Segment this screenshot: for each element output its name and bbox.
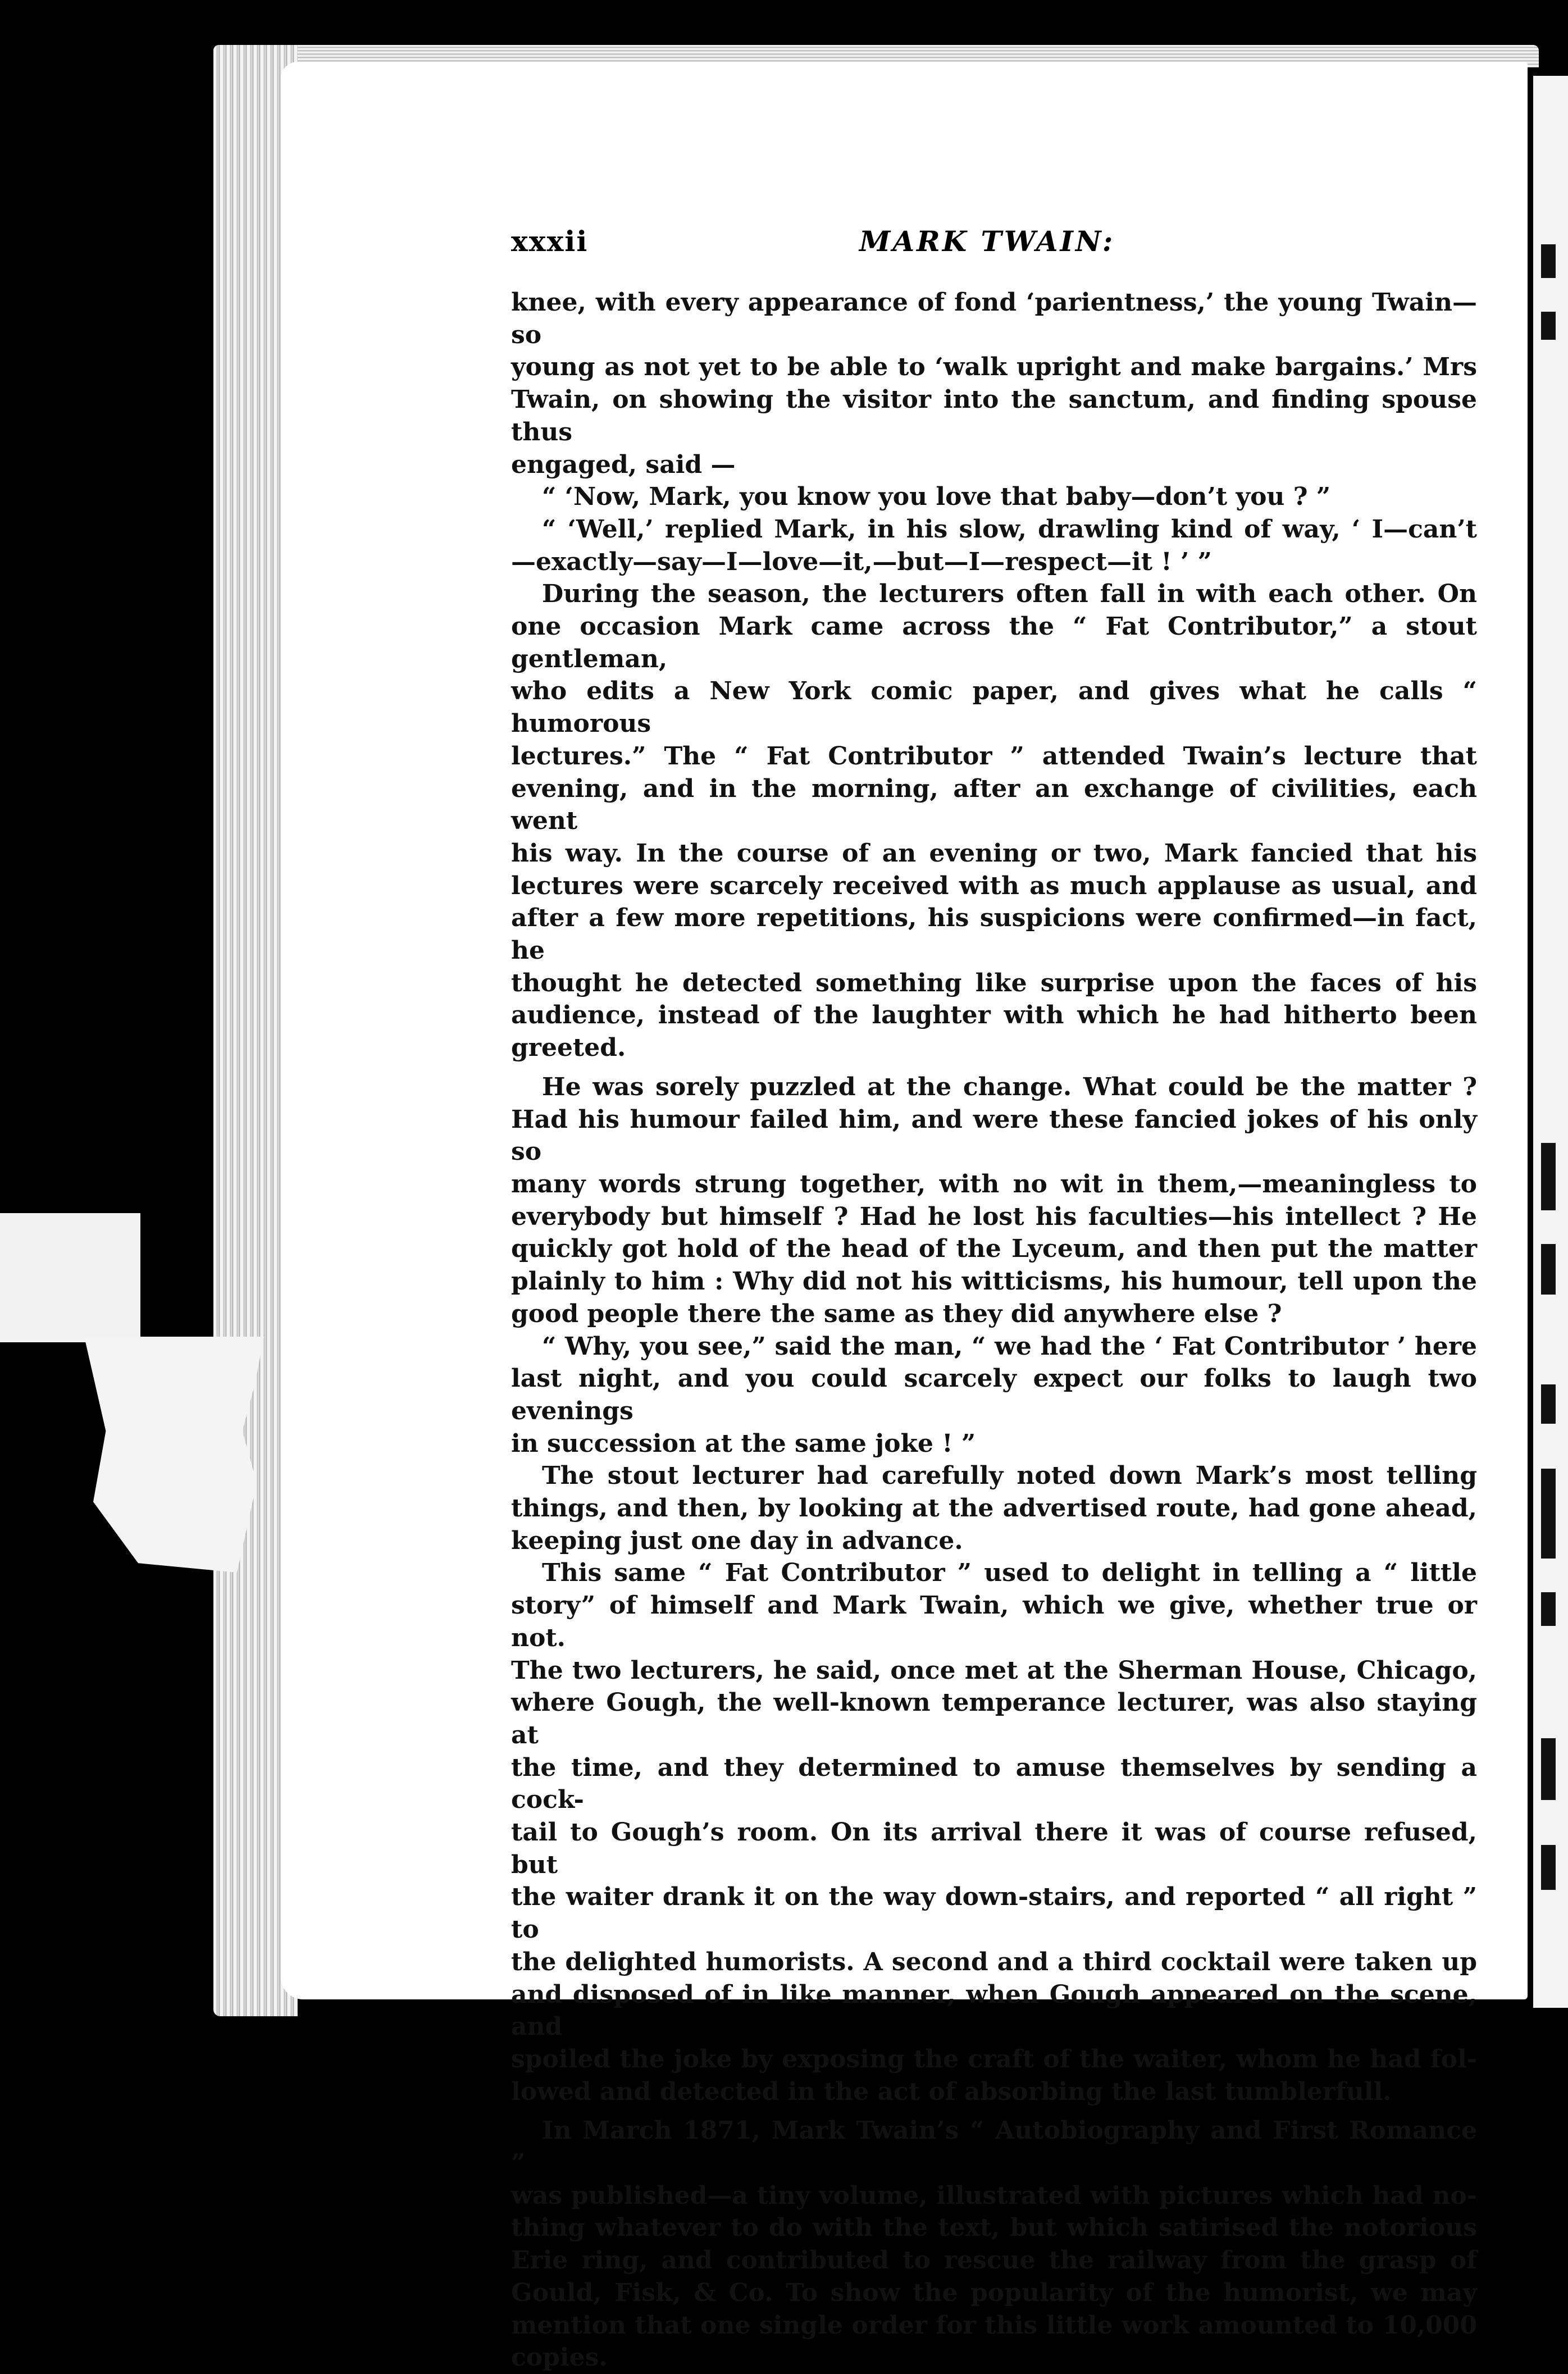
text-line: lectures were scarcely received with as much applause as usual, and [511, 871, 1477, 900]
text-line: Twain, on showing the visitor into the sanctum, and finding spouse thus [511, 385, 1477, 446]
text-line: the time, and they determined to amuse themselves by sending a cock- [511, 1753, 1477, 1815]
paper-tab [0, 1213, 140, 1342]
text-line: everybody but himself ? Had he lost his faculties—his intellect ? He [511, 1202, 1477, 1231]
text-line: He was sorely puzzled at the change. What could be the matter ? [542, 1072, 1477, 1101]
text-line: spoiled the joke by exposing the craft of the waiter, whom he had fol- [511, 2044, 1477, 2074]
text-line: lowed and detected in the act of absorbing the last tumblerfull. [511, 2077, 1392, 2106]
text-line: Erie ring, and contributed to rescue the railway from the grasp of [511, 2246, 1477, 2275]
text-line: knee, with every appearance of fond ‘parientness,’ the young Twain—so [511, 288, 1477, 349]
text-line: Had his humour failed him, and were these fancied jokes of his only so [511, 1105, 1477, 1167]
text-line: Gould, Fisk, & Co. To show the popularity of the humorist, we may [511, 2278, 1477, 2307]
text-line: tail to Gough’s room. On its arrival there it was of course refused, but [511, 1818, 1477, 1879]
text-line: “ ‘Now, Mark, you know you love that baby—don’t you ? ” [542, 482, 1331, 512]
text-line: “ ‘Well,’ replied Mark, in his slow, drawling kind of way, ‘ I—can’t [542, 514, 1477, 544]
text-line: the waiter drank it on the way down-stairs, and reported “ all right ” to [511, 1883, 1477, 1944]
text-line: story” of himself and Mark Twain, which we give, whether true or not. [511, 1591, 1477, 1652]
text-line: in succession at the same joke ! ” [511, 1429, 976, 1458]
text-line: The stout lecturer had carefully noted down Mark’s most telling [542, 1461, 1477, 1491]
text-line: copies. [511, 2343, 608, 2372]
text-line: and disposed of in like manner, when Gough appeared on the scene, and [511, 1980, 1477, 2042]
text-line: In March 1871, Mark Twain’s “ Autobiography and First Romance ” [511, 2116, 1477, 2178]
text-line: evening, and in the morning, after an exchange of civilities, each went [511, 774, 1477, 836]
text-line: good people there the same as they did anywhere else ? [511, 1299, 1282, 1328]
text-line: audience, instead of the laughter with which he had hitherto been [511, 1001, 1477, 1030]
text-line: mention that one single order for this little work amounted to 10,000 [511, 2311, 1477, 2340]
text-line: thought he detected something like surprise upon the faces of his [511, 968, 1477, 997]
text-line: many words strung together, with no wit in them,—meaningless to [511, 1169, 1477, 1199]
text-line: one occasion Mark came across the “ Fat Contributor,” a stout gentleman, [511, 612, 1477, 673]
text-line: engaged, said — [511, 450, 736, 479]
text-line: quickly got hold of the head of the Lyceum, and then put the matter [511, 1234, 1477, 1264]
adjacent-page-edge [1533, 76, 1568, 2008]
text-line: his way. In the course of an evening or two, Mark fancied that his [511, 839, 1477, 868]
text-line: The two lecturers, he said, once met at the Sherman House, Chicago, [511, 1656, 1477, 1685]
text-line: keeping just one day in advance. [511, 1526, 963, 1555]
text-line: greeted. [511, 1033, 626, 1063]
running-head [511, 225, 1477, 264]
text-line: —exactly—say—I—love—it,—but—I—respect—it ! ’ ” [511, 547, 1212, 576]
text-line: the delighted humorists. A second and a third cocktail were taken up [511, 1947, 1477, 1976]
page-number: xxxii [511, 225, 589, 258]
text-line: last night, and you could scarcely expect our folks to laugh two evenings [511, 1364, 1477, 1425]
text-line: This same “ Fat Contributor ” used to delight in telling a “ little [542, 1559, 1477, 1588]
text-line: young as not yet to be able to ‘walk upright and make bargains.’ Mrs [511, 353, 1477, 382]
text-line: During the season, the lecturers often fall in with each other. On [542, 580, 1477, 609]
text-line: plainly to him : Why did not his witticisms, his humour, tell upon the [511, 1267, 1477, 1296]
text-line: lectures.” The “ Fat Contributor ” attended Twain’s lecture that [511, 741, 1477, 771]
text-line: “ Why, you see,” said the man, “ we had the ‘ Fat Contributor ’ here [542, 1332, 1477, 1361]
text-line: was published—a tiny volume, illustrated with pictures which had no- [511, 2181, 1477, 2210]
text-line: where Gough, the well-known temperance lecturer, was also staying at [511, 1688, 1477, 1749]
text-line: thing whatever to do with the text, but which satirised the notorious [511, 2213, 1477, 2243]
text-line: things, and then, by looking at the advertised route, had gone ahead, [511, 1494, 1477, 1523]
torn-paper-strip [84, 1337, 264, 1573]
running-title: MARK TWAIN: [859, 225, 1115, 258]
text-line: who edits a New York comic paper, and gives what he calls “ humorous [511, 677, 1477, 739]
text-line: after a few more repetitions, his suspicions were confirmed—in fact, he [511, 904, 1477, 965]
body-text [511, 286, 1477, 2374]
